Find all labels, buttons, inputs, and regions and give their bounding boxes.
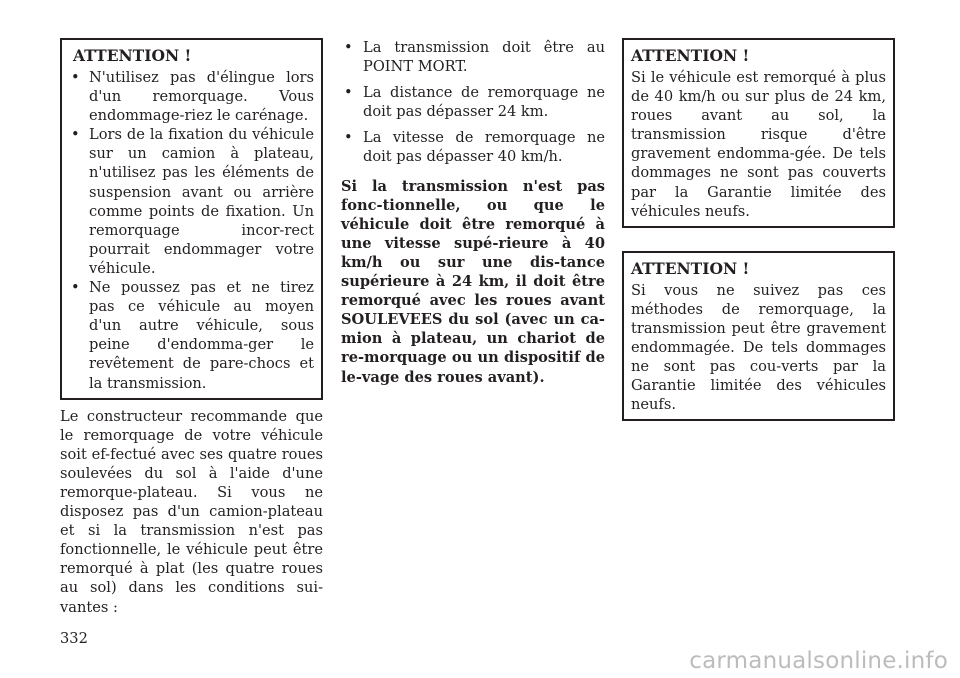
bold-instruction-paragraph: Si la transmission n'est pas fonc-tionnelle, ou que le véhicule doit être remorqué à une vitesse supé-rieure à 40 km/h ou sur une dis-tance supérieure à 24 km, il doit être remorqué avec les roues avant SOULEVEES du sol (avec un ca-mion à plateau, un chariot de re-morquage ou un dispositif de le-vage des roues avant). bbox=[341, 177, 605, 386]
watermark: carmanualsonline.info bbox=[689, 648, 948, 674]
attention-title: ATTENTION ! bbox=[631, 46, 750, 65]
attention-title: ATTENTION ! bbox=[631, 258, 750, 278]
warning-item: • Lors de la fixation du véhicule sur un camion à plateau, n'utilisez pas les éléments de suspension avant ou arrière comme points de fixation. Un remorquage incor-rect pourrait endommager votre véhicule. bbox=[69, 125, 314, 278]
condition-item: • La vitesse de remorquage ne doit pas dépasser 40 km/h. bbox=[341, 128, 605, 166]
recommendation-paragraph: Le constructeur recommande que le remorquage de votre véhicule soit ef-fectué avec ses quatre roues soulevées du sol à l'aide d'une remorque-plateau. Si vous ne disposez pas d'un camion-plateau et si la transmission n'est pas fonctionnelle, le véhicule peut être remorqué à plat (les quatre roues au sol) dans les conditions sui-vantes : bbox=[60, 407, 323, 616]
attention-text: Si le véhicule est remorqué à plus de 40 km/h ou sur plus de 24 km, roues avant au sol, la transmission risque d'être gravement endomma-gée. De tels dommages ne sont pas couverts par la Garantie limitée des véhicules neufs. bbox=[631, 69, 886, 220]
attention-box-2 bbox=[622, 38, 895, 228]
column-right bbox=[622, 38, 895, 421]
column-left bbox=[60, 38, 323, 617]
warning-list bbox=[69, 68, 314, 393]
conditions-list bbox=[341, 38, 605, 167]
page-number: 332 bbox=[60, 630, 88, 647]
attention-box-1 bbox=[60, 38, 323, 400]
attention-text: Si vous ne suivez pas ces méthodes de remorquage, la transmission peut être gravement endommagée. De tels dommages ne sont pas cou-verts par la Garantie limitée des véhicules neufs. bbox=[631, 281, 886, 414]
condition-item: • La distance de remorquage ne doit pas dépasser 24 km. bbox=[341, 83, 605, 121]
warning-item: • Ne poussez pas et ne tirez pas ce véhicule au moyen d'un autre véhicule, sous peine d'endomma-ger le revêtement de pare-chocs et la transmission. bbox=[69, 278, 314, 393]
condition-item: • La transmission doit être au POINT MORT. bbox=[341, 38, 605, 76]
attention-title: ATTENTION ! bbox=[73, 46, 192, 65]
warning-item: • N'utilisez pas d'élingue lors d'un remorquage. Vous endommage-riez le carénage. bbox=[69, 68, 314, 125]
column-middle bbox=[341, 38, 605, 387]
attention-box-3 bbox=[622, 251, 895, 422]
